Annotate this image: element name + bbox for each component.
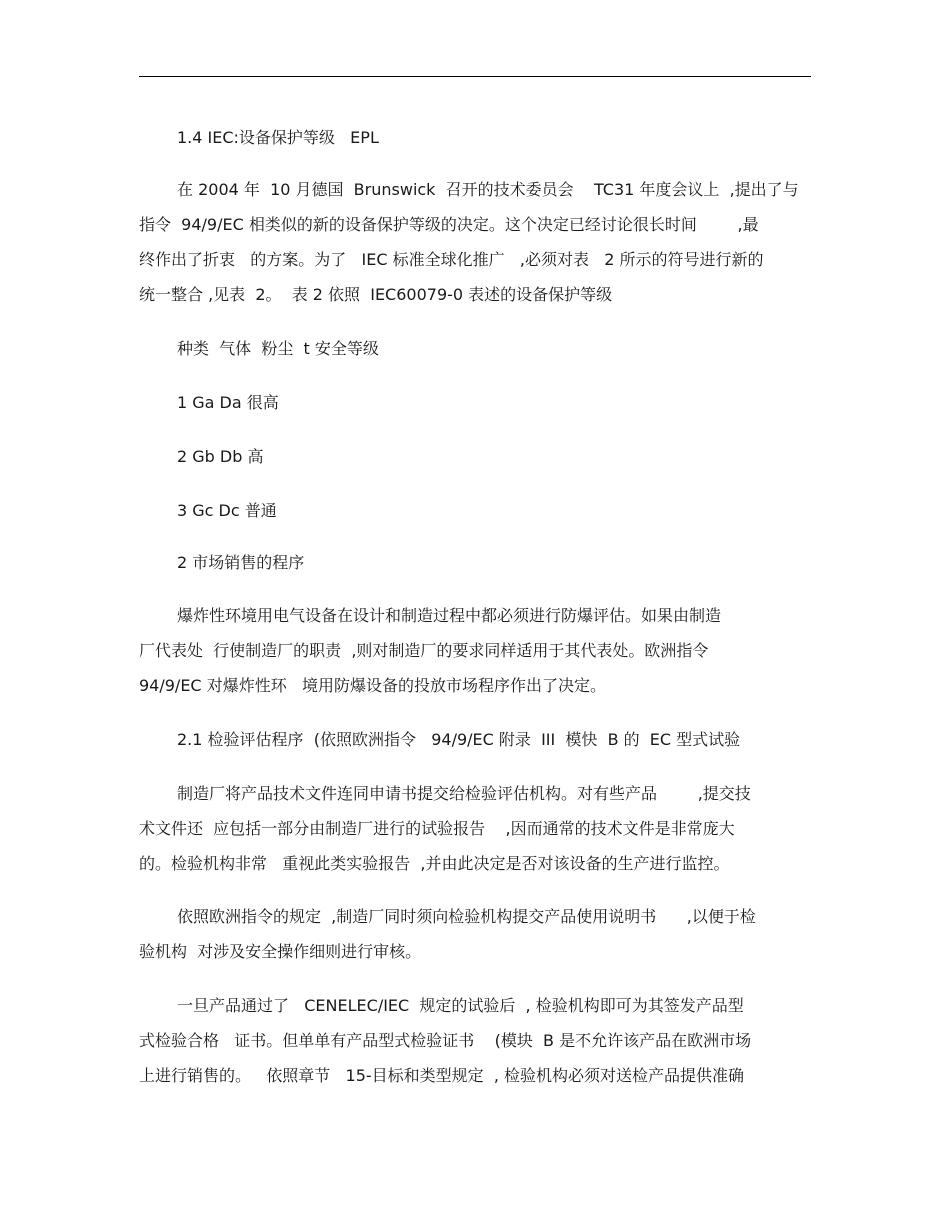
paragraph-line: 统一整合 ,见表 2。 表 2 依照 IEC60079-0 表述的设备保护等级 — [139, 285, 613, 304]
paragraph-line: 终作出了折衷 的方案。为了 IEC 标准全球化推广 ,必须对表 2 所示的符号进行新的 — [139, 250, 764, 269]
paragraph-line: 术文件还 应包括一部分由制造厂进行的试验报告 ,因而通常的技术文件是非常庞大 — [139, 819, 735, 838]
table-header: 种类 气体 粉尘 t 安全等级 — [177, 339, 379, 358]
paragraph-line: 厂代表处 行使制造厂的职责 ,则对制造厂的要求同样适用于其代表处。欧洲指令 — [139, 641, 709, 660]
table-row: 1 Ga Da 很高 — [177, 393, 279, 412]
paragraph-line: 依照欧洲指令的规定 ,制造厂同时须向检验机构提交产品使用说明书 ,以便于检 — [177, 907, 756, 926]
section-heading-2: 2 市场销售的程序 — [177, 553, 305, 572]
section-heading-1-4: 1.4 IEC:设备保护等级 EPL — [177, 128, 379, 147]
paragraph-line: 一旦产品通过了 CENELEC/IEC 规定的试验后 , 检验机构即可为其签发产品型 — [177, 996, 744, 1015]
table-row: 2 Gb Db 高 — [177, 447, 264, 466]
paragraph-line: 指令 94/9/EC 相类似的新的设备保护等级的决定。这个决定已经讨论很长时间 ,最 — [139, 215, 759, 234]
paragraph-line: 在 2004 年 10 月德国 Brunswick 召开的技术委员会 TC31 年度会议上 ,提出了与 — [177, 180, 799, 199]
paragraph-line: 验机构 对涉及安全操作细则进行审核。 — [139, 942, 422, 961]
section-heading-2-1: 2.1 检验评估程序 (依照欧洲指令 94/9/EC 附录 III 模快 B 的 EC 型式试验 — [177, 730, 741, 749]
paragraph-line: 制造厂将产品技术文件连同申请书提交给检验评估机构。对有些产品 ,提交技 — [177, 784, 751, 803]
paragraph-line: 94/9/EC 对爆炸性环 境用防爆设备的投放市场程序作出了决定。 — [139, 676, 606, 695]
paragraph-line: 的。检验机构非常 重视此类实验报告 ,并由此决定是否对该设备的生产进行监控。 — [139, 854, 730, 873]
table-row: 3 Gc Dc 普通 — [177, 501, 277, 520]
paragraph-line: 式检验合格 证书。但单单有产品型式检验证书 (模块 B 是不允许该产品在欧洲市场 — [139, 1031, 752, 1050]
paragraph-line: 上进行销售的。 依照章节 15-目标和类型规定 , 检验机构必须对送检产品提供准确 — [139, 1066, 744, 1085]
paragraph-line: 爆炸性环境用电气设备在设计和制造过程中都必须进行防爆评估。如果由制造 — [177, 606, 722, 625]
header-rule — [139, 76, 811, 77]
